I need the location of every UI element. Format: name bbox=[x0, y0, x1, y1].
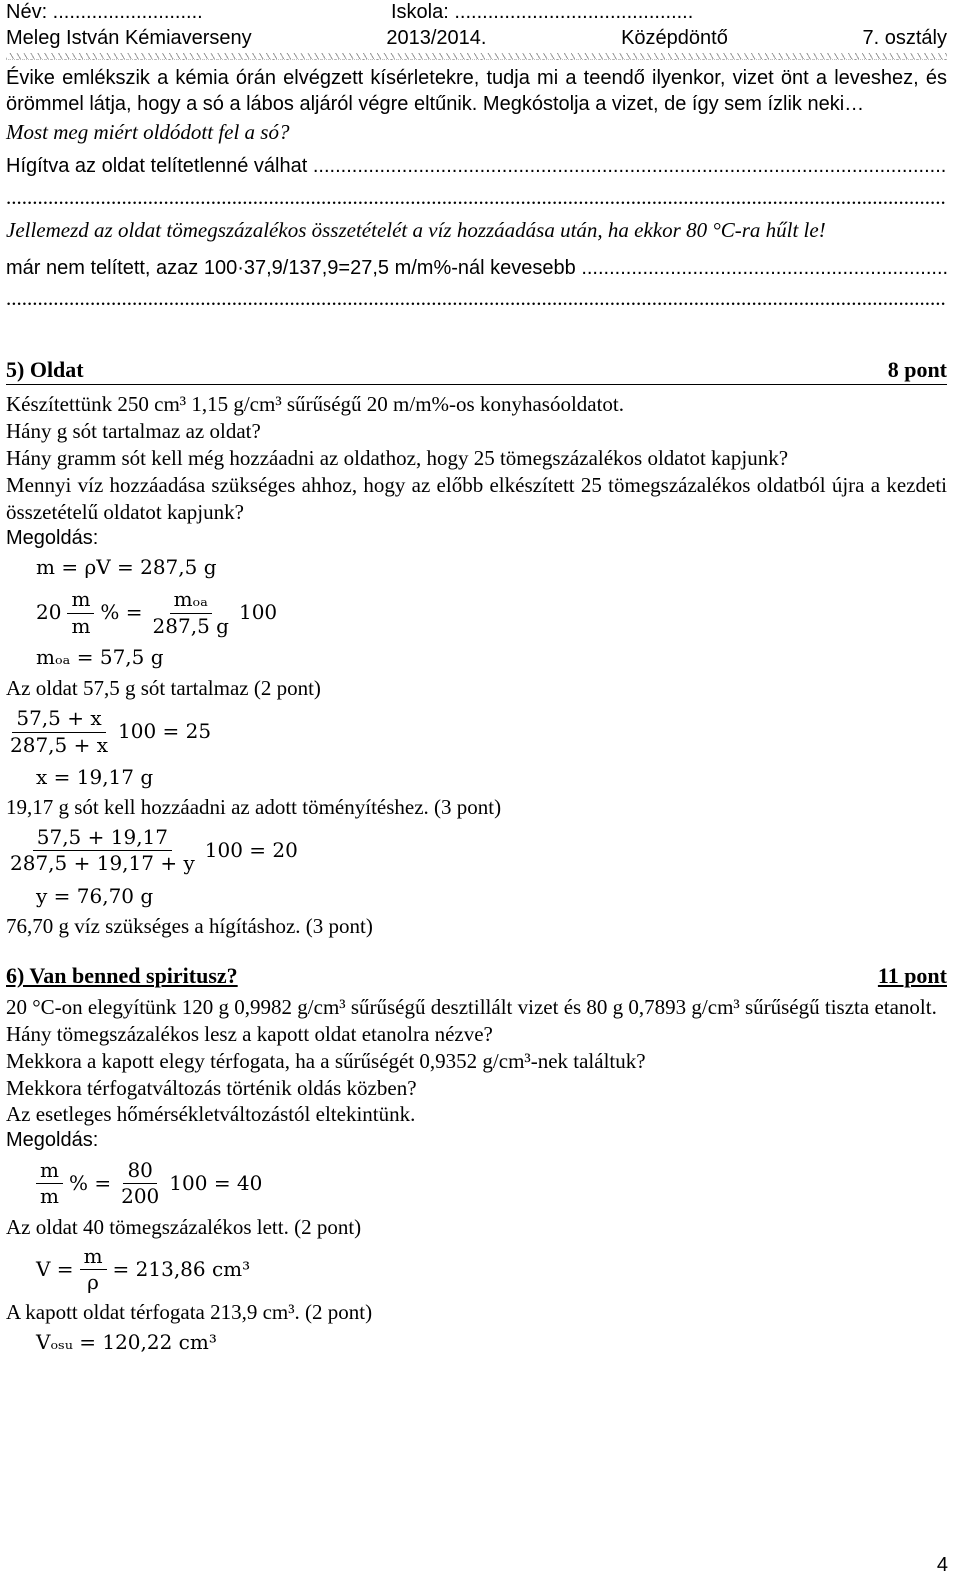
section-6-line-1: 20 °C-on elegyítünk 120 g 0,9982 g/cm³ sűrűségű desztillált vizet és 80 g 0,7893 g/cm³ sűrűségű tiszta etanolt. bbox=[6, 994, 937, 1019]
section-6-line-4: Mekkora térfogatváltozás történik oldás közben? bbox=[6, 1075, 417, 1100]
intro-question-1: Most meg miért oldódott fel a só? bbox=[6, 120, 290, 145]
section-6-solution-label: Megoldás: bbox=[6, 1129, 99, 1152]
s5-equation-4: $\frac{57,5 + x}{287,5 + x}$ 100 = 25 bbox=[10, 705, 212, 757]
header-row-2 bbox=[6, 26, 947, 52]
s5-result-3: 76,70 g víz szükséges a hígításhoz. (3 pont) bbox=[6, 913, 373, 938]
section-5-heading bbox=[6, 356, 947, 385]
section-5-solution-label: Megoldás: bbox=[6, 526, 99, 549]
section-6-title: 6) Van benned spiritusz? bbox=[6, 962, 238, 988]
competition-name: Meleg István Kémiaverseny bbox=[6, 26, 252, 49]
answer-line-blank bbox=[6, 285, 947, 312]
s5-result-1: Az oldat 57,5 g sót tartalmaz (2 pont) bbox=[6, 676, 321, 701]
s5-result-2: 19,17 g sót kell hozzáadni az adott töményítéshez. (3 pont) bbox=[6, 795, 502, 820]
competition-year: 2013/2014. bbox=[386, 26, 487, 49]
school-field-label: Iskola: ........................................... bbox=[391, 1, 694, 23]
section-6-line-3: Mekkora a kapott elegy térfogata, ha a sűrűségét 0,9352 g/cm³-nek találtuk? bbox=[6, 1048, 646, 1073]
section-6-points: 11 pont bbox=[877, 962, 947, 988]
header-divider bbox=[6, 53, 947, 60]
s5-equation-3: mₒₐ = 57,5 g bbox=[36, 645, 164, 670]
section-5-line-4: Mennyi víz hozzáadása szükséges ahhoz, hogy az előbb elkészített 25 tömegszázalékos oldatból újra a kezdeti összetételű oldatot kapjunk? bbox=[6, 472, 947, 524]
intro-question-2: Jellemezd az oldat tömegszázalékos összetételét a víz hozzáadása után, ha ekkor 80 °C-ra hűlt le! bbox=[6, 217, 826, 242]
worksheet-page bbox=[6, 0, 947, 1360]
header-row-1 bbox=[6, 0, 947, 26]
s5-equation-7: y = 76,70 g bbox=[36, 884, 154, 909]
section-5-line-2: Hány g sót tartalmaz az oldat? bbox=[6, 419, 261, 444]
s6-result-2: A kapott oldat térfogata 213,9 cm³. (2 pont) bbox=[6, 1299, 373, 1324]
competition-round: Középdöntő bbox=[621, 26, 728, 49]
s6-equation-1: $\frac{m}{m}$ % = $\frac{80}{200}$ 100 = 40 bbox=[36, 1154, 947, 1214]
s6-result-1: Az oldat 40 tömegszázalékos lett. (2 pont) bbox=[6, 1214, 362, 1239]
intro-answer-2: már nem telített, azaz 100·37,9/137,9=27,5 m/m%-nál kevesebb ..... bbox=[6, 256, 947, 282]
s5-equation-6: $\frac{57,5 + 19,17}{287,5 + 19,17 + y}$ 100 = 20 bbox=[10, 824, 298, 876]
s6-equation-3: Vₒₛᵤ = 120,22 cm³ bbox=[36, 1329, 217, 1354]
page-number: 4 bbox=[936, 1554, 948, 1577]
s5-equation-5: x = 19,17 g bbox=[36, 765, 154, 790]
s5-equation-1: m = ρV = 287,5 g bbox=[36, 555, 217, 580]
name-field-label: Név: ........................... bbox=[6, 1, 203, 23]
s6-equation-2: V = $\frac{m}{\rho}$ = 213,86 cm³ bbox=[36, 1243, 251, 1295]
section-5-points: 8 pont bbox=[887, 357, 947, 383]
answer-line-blank bbox=[6, 184, 947, 211]
section-5-line-1: Készítettünk 250 cm³ 1,15 g/cm³ sűrűségű 20 m/m%-os konyhasóoldatot. bbox=[6, 392, 625, 417]
section-5-title: 5) Oldat bbox=[6, 357, 84, 383]
intro-story: Évike emlékszik a kémia órán elvégzett kísérletekre, tudja mi a teendő ilyenkor, vizet önt a leveshez, és örömmel látja, hogy a só a lábos aljáról végre eltűnik. Megkóstolja a vizet, de így sem ízlik neki… bbox=[6, 67, 947, 115]
section-5-line-3: Hány gramm sót kell még hozzáadni az oldathoz, hogy 25 tömegszázalékos oldatot kapjunk? bbox=[6, 445, 789, 470]
intro-answer-1: Hígítva az oldat telítetlenné válhat ..... bbox=[6, 154, 947, 180]
section-6-line-2: Hány tömegszázalékos lesz a kapott oldat etanolra nézve? bbox=[6, 1021, 493, 1046]
section-6-line-5: Az esetleges hőmérsékletváltozástól eltekintünk. bbox=[6, 1102, 416, 1127]
s5-equation-2: 20 $\frac{m}{m}$ % = $\frac{\text{mₒₐ}}{287,5 g}$ 100 bbox=[36, 587, 278, 638]
competition-grade: 7. osztály bbox=[862, 26, 947, 49]
section-6-heading bbox=[6, 962, 947, 990]
